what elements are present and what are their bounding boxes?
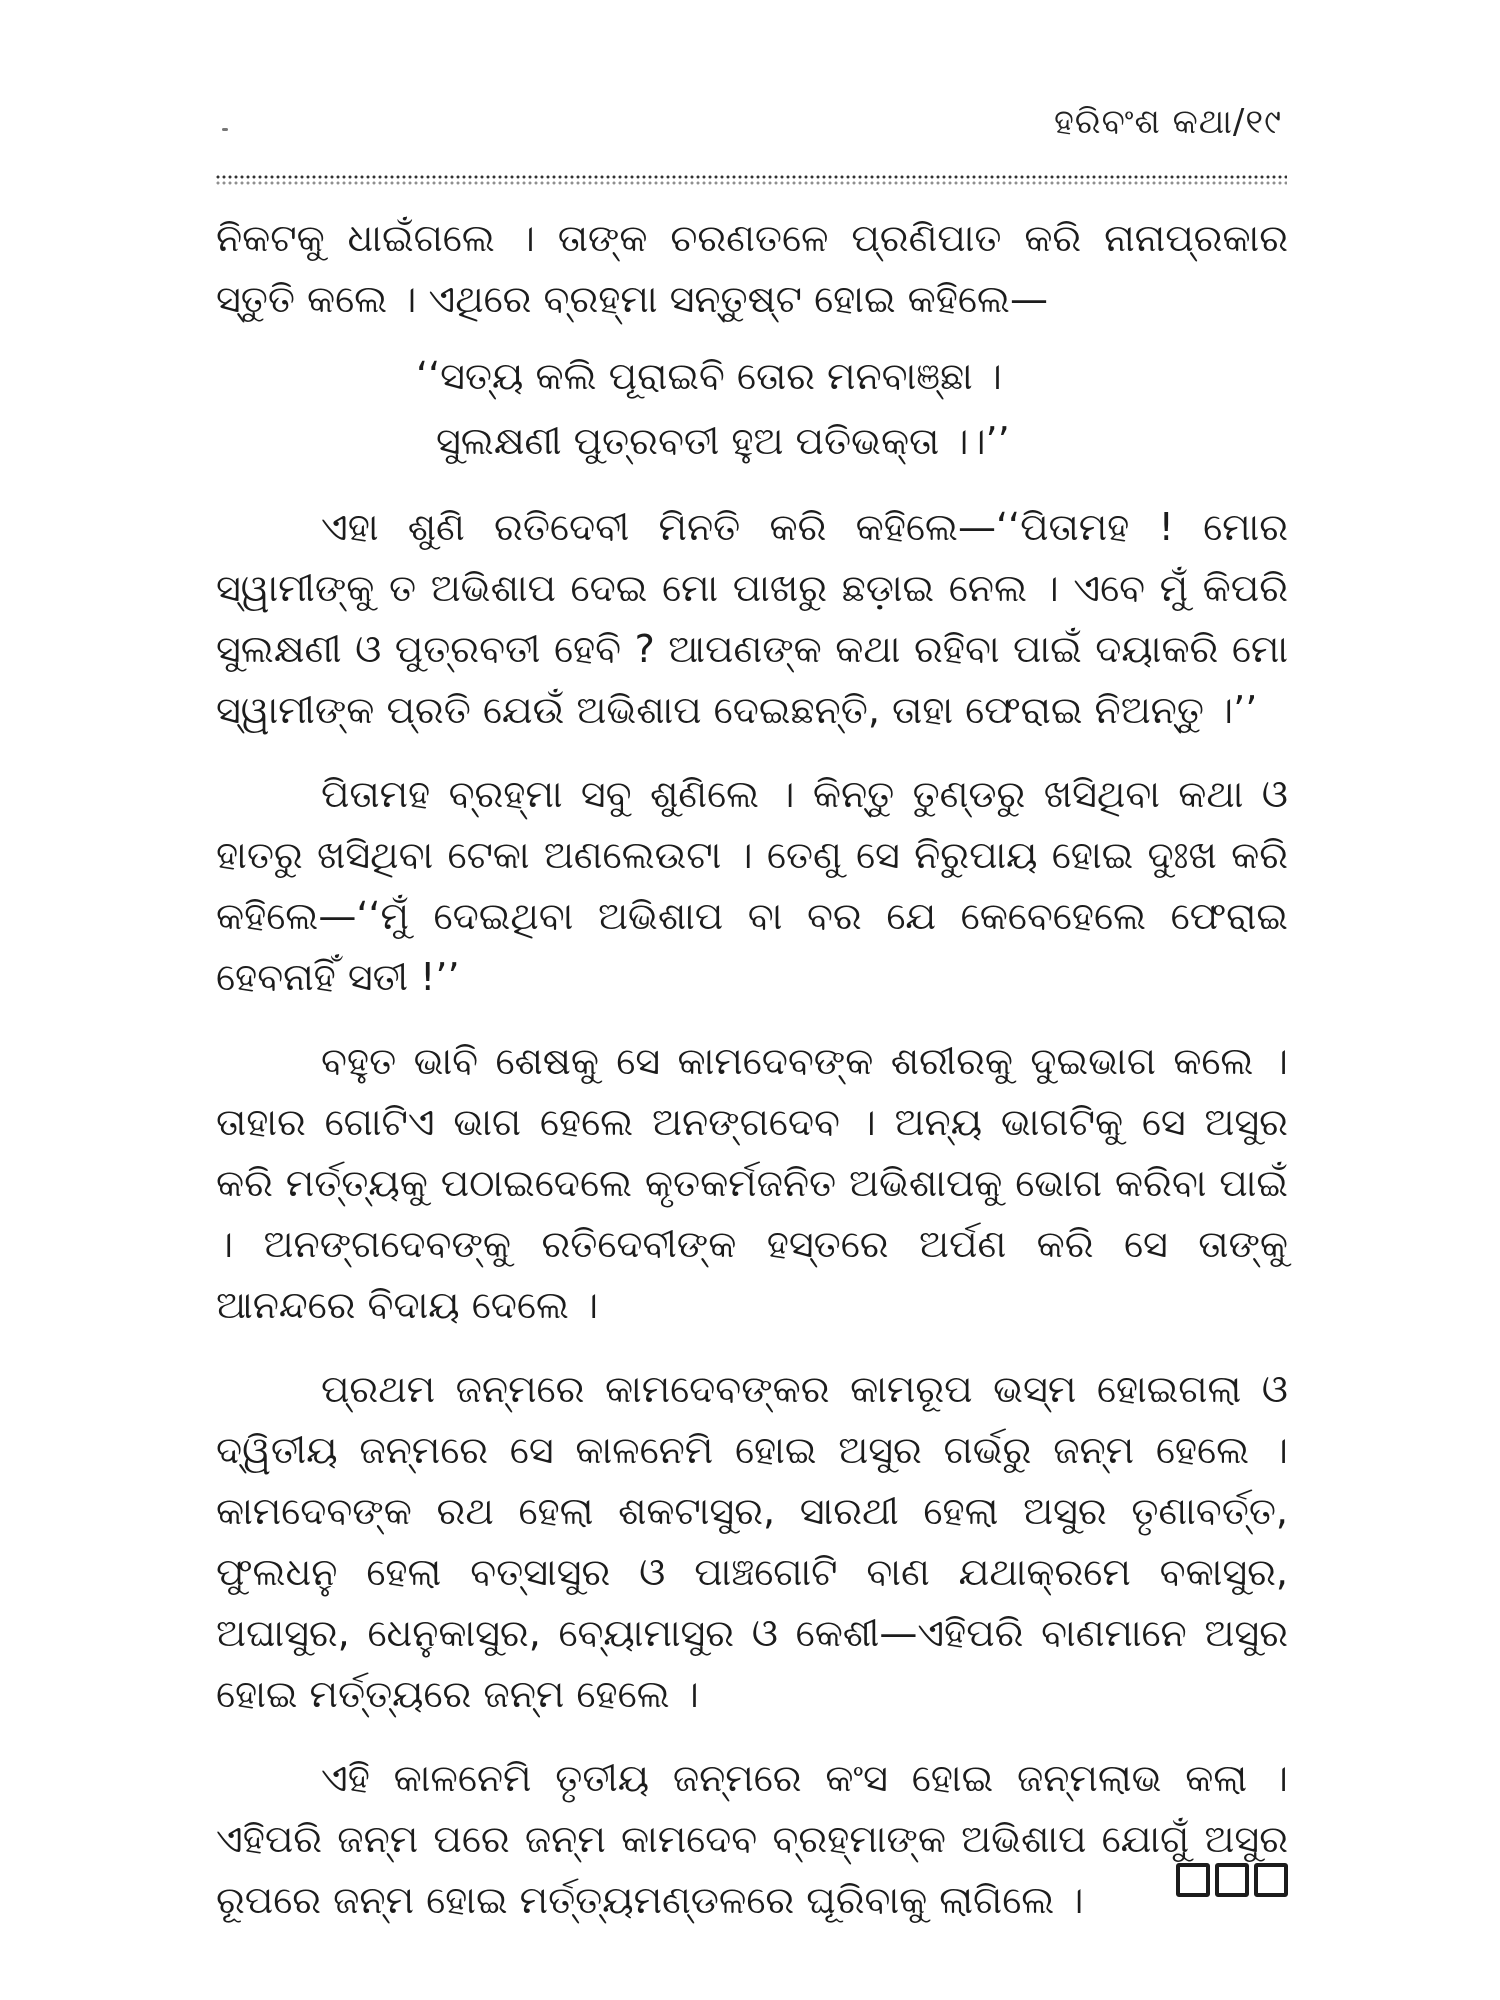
paragraph-continued: ନିକଟକୁ ଧାଇଁଗଲେ । ତାଙ୍କ ଚରଣତଳେ ପ୍ରଣିପାତ କରି ନାନାପ୍ରକାର ସ୍ତୁତି କଲେ । ଏଥିରେ ବ୍ରହ୍ମା ସନ୍ତୁଷ୍ଟ ହୋଇ କହିଲେ— — [216, 216, 1288, 321]
square-icon — [1176, 1863, 1210, 1897]
header-dotted-rule-lower — [215, 180, 1287, 186]
paragraph: ପିତାମହ ବ୍ରହ୍ମା ସବୁ ଶୁଣିଲେ । କିନ୍ତୁ ତୁଣ୍ଡରୁ ଖସିଥିବା କଥା ଓ ହାତରୁ ଖସିଥିବା ଟେକା ଅଣଲେଉଟା । ତେଣୁ ସେ ନିରୁପାୟ ହୋଇ ଦୁଃଖ କରି କହିଲେ—‘‘ମୁଁ ଦେଇଥିବା ଅଭିଶାପ ବା ବର ଯେ କେବେହେଲେ ଫେରାଇ ହେବନାହିଁ ସତୀ !’’ — [216, 772, 1288, 999]
square-icon — [1254, 1863, 1288, 1897]
paragraph: ପ୍ରଥମ ଜନ୍ମରେ କାମଦେବଙ୍କର କାମରୂପ ଭସ୍ମ ହୋଇଗଲା ଓ ଦ୍ୱିତୀୟ ଜନ୍ମରେ ସେ କାଳନେମି ହୋଇ ଅସୁର ଗର୍ଭରୁ ଜନ୍ମ ହେଲେ । କାମଦେବଙ୍କ ରଥ ହେଲା ଶକଟାସୁର, ସାରଥୀ ହେଲା ଅସୁର ତୃଣାବର୍ତ୍ତ, ଫୁଲଧନୁ ହେଲା ବତ୍ସାସୁର ଓ ପାଞ୍ଚଗୋଟି ବାଣ ଯଥାକ୍ରମେ ବକାସୁର, ଅଘାସୁର, ଧେନୁକାସୁର, ବ୍ୟୋମାସୁର ଓ କେଶୀ—ଏହିପରି ବାଣମାନେ ଅସୁର ହୋଇ ମର୍ତ୍ତ୍ୟରେ ଜନ୍ମ ହେଲେ । — [216, 1367, 1288, 1716]
page-body — [216, 208, 1288, 1931]
running-head: ହରିବଂଶ କଥା/୧୯ — [1053, 102, 1282, 142]
verse-line-1: ‘‘ସତ୍ୟ କଲି ପୂରାଇବି ତୋର ମନବାଞ୍ଛା । — [416, 354, 1002, 398]
end-of-section-icon — [1176, 1863, 1288, 1897]
paragraph: ବହୁତ ଭାବି ଶେଷକୁ ସେ କାମଦେବଙ୍କ ଶରୀରକୁ ଦୁଇଭାଗ କଲେ । ତାହାର ଗୋଟିଏ ଭାଗ ହେଲେ ଅନଙ୍ଗଦେବ । ଅନ୍ୟ ଭାଗଟିକୁ ସେ ଅସୁର କରି ମର୍ତ୍ତ୍ୟକୁ ପଠାଇଦେଲେ କୃତକର୍ମଜନିତ ଅଭିଶାପକୁ ଭୋଗ କରିବା ପାଇଁ । ଅନଙ୍ଗଦେବଙ୍କୁ ରତିଦେବୀଙ୍କ ହସ୍ତରେ ଅର୍ପଣ କରି ସେ ତାଙ୍କୁ ଆନନ୍ଦରେ ବିଦାୟ ଦେଲେ । — [216, 1039, 1288, 1327]
paragraph: ଏହା ଶୁଣି ରତିଦେବୀ ମିନତି କରି କହିଲେ—‘‘ପିତାମହ ! ମୋର ସ୍ୱାମୀଙ୍କୁ ତ ଅଭିଶାପ ଦେଇ ମୋ ପାଖରୁ ଛଡ଼ାଇ ନେଲ । ଏବେ ମୁଁ କିପରି ସୁଲକ୍ଷଣୀ ଓ ପୁତ୍ରବତୀ ହେବି ? ଆପଣଙ୍କ କଥା ରହିବା ପାଇଁ ଦୟାକରି ମୋ ସ୍ୱାମୀଙ୍କ ପ୍ରତି ଯେଉଁ ଅଭିଶାପ ଦେଇଛନ୍ତି, ତାହା ଫେରାଇ ନିଅନ୍ତୁ ।’’ — [216, 505, 1288, 732]
verse-line-2: ସୁଲକ୍ଷଣୀ ପୁତ୍ରବତୀ ହୁଅ ପତିଭକ୍ତା ।।’’ — [436, 419, 1010, 463]
verse-block — [216, 344, 1288, 474]
paragraph: ଏହି କାଳନେମି ତୃତୀୟ ଜନ୍ମରେ କଂସ ହୋଇ ଜନ୍ମଲାଭ କଲା । ଏହିପରି ଜନ୍ମ ପରେ ଜନ୍ମ କାମଦେବ ବ୍ରହ୍ମାଙ୍କ ଅଭିଶାପ ଯୋଗୁଁ ଅସୁର ରୂପରେ ଜନ୍ମ ହୋଇ ମର୍ତ୍ତ୍ୟମଣ୍ଡଳରେ ଘୂରିବାକୁ ଲାଗିଲେ । — [216, 1756, 1288, 1922]
square-icon — [1215, 1863, 1249, 1897]
ink-speck — [222, 128, 228, 131]
